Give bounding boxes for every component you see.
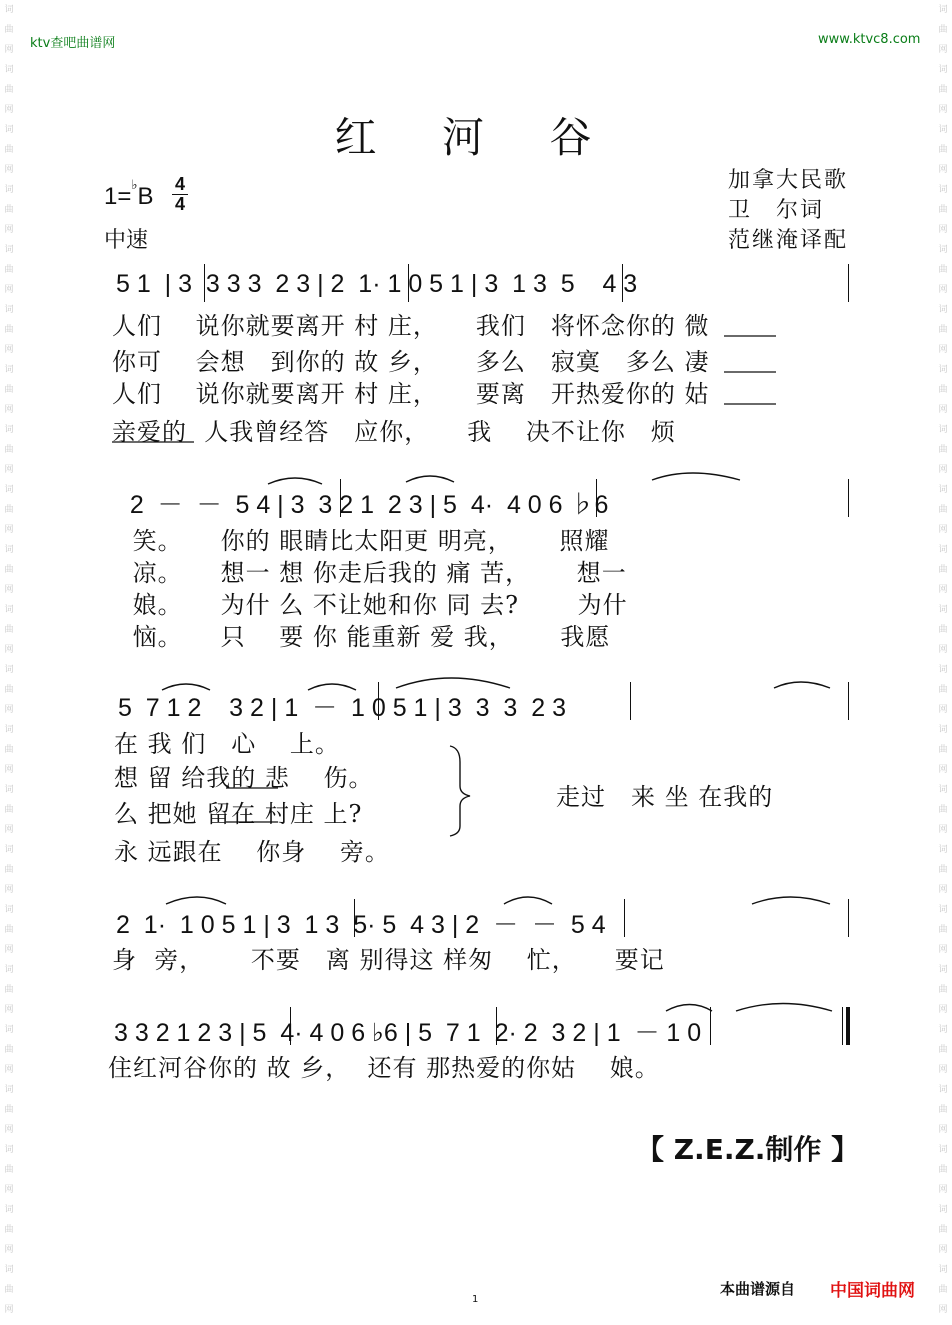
lyric-line-4: 身 旁， 不要 离 别得这 样匆 忙， 要记 [112,946,665,974]
left-side-watermark: 词曲网词曲网词曲网词曲网词曲网词曲网词曲网词曲网词曲网词曲网词曲网词曲网词曲网词曲网词曲网词曲网词曲网词曲网词曲网词曲网词曲网词曲网 [4,5,14,1315]
score-line-5-notes: 3 3 2 1 2 3 | 5 4· 4 0 6 ♭6 | 5 7 1 2· 2 3 2 | 1 － 1 0 [114,1019,702,1047]
header-right-site[interactable]: www.ktvc8.com [818,32,921,47]
slur [504,897,552,904]
lyric-line-2-verse-3: 娘。 为什 么 不让她和你 同 去? 为什 [124,591,628,619]
score-line-2-notes: 2 － － 5 4 | 3 3 2 1 2 3 | 5 4· 4 0 6 ♭6 [116,491,609,519]
slur [406,476,454,482]
lyric-line-2-verse-2: 凉。 想一 想 你走后我的 痛 苦， 想一 [124,559,627,587]
slur [652,473,740,480]
credit-arranger: 范继淹译配 [728,228,849,253]
slur [268,478,322,484]
slur [666,1005,712,1012]
key-flat: ♭ [131,177,138,192]
lyric-line-3-verse-2: 想 留 给我的 悲 伤。 [114,764,374,792]
credit-lyricist: 卫 尔词 [728,198,825,223]
footer-source-label: 本曲谱源自 [720,1280,796,1298]
lyric-line-2-verse-1: 笑。 你的 眼睛比太阳更 明亮， 照耀 [124,527,610,555]
slur [736,1004,832,1012]
slur [774,682,830,688]
lyric-line-1-verse-3: 人们 说你就要离开 村 庄， 要离 开热爱你的 姑 [112,380,710,408]
credit-origin: 加拿大民歌 [728,168,849,193]
lyric-line-2-verse-4: 恼。 只 要 你 能重新 爱 我， 我愿 [124,623,611,651]
score-line-4-notes: 2 1· 1 0 5 1 | 3 1 3 5· 5 4 3 | 2 － － 5 4 [116,911,606,939]
key-note: B [137,183,154,210]
time-top: 4 [174,174,185,194]
lyric-refrain: 走过 来 坐 在我的 [556,783,774,811]
lyric-line-1-verse-1: 人们 说你就要离开 村 庄， 我们 将怀念你的 微 [112,312,710,340]
song-title: 红 河 谷 [334,113,618,162]
lyric-line-3-verse-1: 在 我 们 心 上。 [114,730,340,758]
slur [396,678,510,688]
score-line-3-notes: 5 7 1 2 3 2 | 1 － 1 0 5 1 | 3 3 3 2 3 [118,694,566,722]
lyric-line-1-verse-2: 你可 会想 到你的 故 乡， 多么 寂寞 多么 凄 [112,348,710,376]
lyric-line-1-verse-4: 亲爱的 人我曾经答 应你， 我 决不让你 烦 [112,418,676,446]
right-side-watermark: 词曲网词曲网词曲网词曲网词曲网词曲网词曲网词曲网词曲网词曲网词曲网词曲网词曲网词曲网词曲网词曲网词曲网词曲网词曲网词曲网词曲网词曲网 [938,5,948,1315]
tempo-marking: 中速 [104,228,149,253]
brace [450,746,470,836]
maker-credit: 【 Z.E.Z.制作 】 [636,1133,860,1166]
time-bottom: 4 [174,194,185,214]
header-left-site[interactable]: ktv查吧曲谱网 [30,36,116,51]
lyric-line-5: 住红河谷你的 故 乡， 还有 那热爱的你姑 娘。 [108,1054,660,1082]
slur [308,684,356,690]
page-number: 1 [472,1294,479,1305]
lyric-line-3-verse-3: 么 把她 留在 村庄 上? [114,800,363,828]
key-prefix: 1= [104,183,132,210]
slur [752,897,830,904]
score-line-1-notes: 5 1 | 3 3 3 3 2 3 | 2 1· 1 0 5 1 | 3 1 3 5 4 3 [116,270,638,298]
lyric-line-3-verse-4: 永 远跟在 你身 旁。 [114,838,390,866]
slur [162,684,210,690]
slur [166,897,226,904]
footer-source-site[interactable]: 中国词曲网 [830,1281,915,1301]
